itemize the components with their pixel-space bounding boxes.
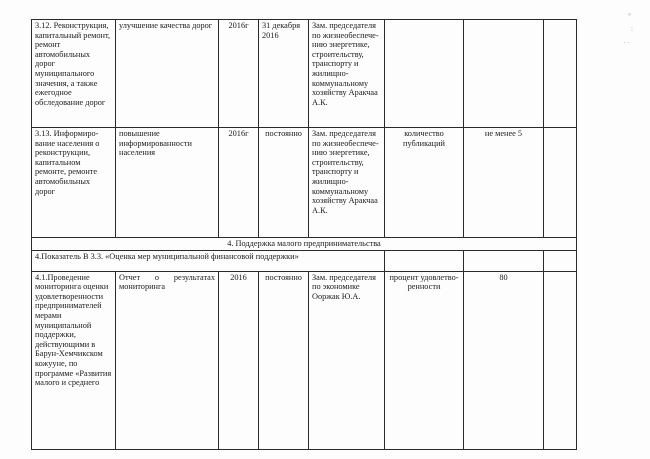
activity-cell: 4.1.Проведение мониторинга оценки удовлетворенности предпринимателей мерами муниципальной поддержки, действующими в Барун-Хемчикском кожууне, по программе «Развития малого и среднего <box>32 271 116 449</box>
table-row <box>32 20 577 128</box>
indicator-cell: количество публикаций <box>385 128 464 238</box>
target-cell: 80 <box>464 271 544 449</box>
result-cell: улучшение качества дорог <box>116 20 219 128</box>
plan-table <box>31 19 577 450</box>
target-cell: не менее 5 <box>464 128 544 238</box>
responsible-cell: Зам. председателя по жизнеобеспече-нию энергетике, строительству, транспорту и жилищно-коммунальному хозяйству Аракчаа А.К. <box>309 128 385 238</box>
year-cell: 2016г <box>219 20 259 128</box>
scan-speck-mark: . . <box>624 37 630 45</box>
scan-speck-mark: : <box>631 25 633 33</box>
responsible-cell: Зам. председателя по жизнеобеспече-нию энергетике, строительству, транспорту и жилищно-коммунальному хозяйству Аракчаа А.К. <box>309 20 385 128</box>
empty-cell <box>464 250 544 271</box>
scan-speck-mark: ° <box>628 12 631 20</box>
target-cell <box>464 20 544 128</box>
year-cell: 2016г <box>219 128 259 238</box>
result-cell: Отчет о результатах мониторинга <box>116 271 219 449</box>
indicator-row <box>32 250 577 271</box>
section-row <box>32 238 577 251</box>
extra-cell <box>544 128 577 238</box>
indicator-title: 4.Показатель В 3.3. «Оценка мер муниципальной финансовой поддержки» <box>32 250 385 271</box>
activity-cell: 3.13. Информиро-вание населения о реконструкции, капитальном ремонте, ремонте автомобильных дорог <box>32 128 116 238</box>
indicator-cell <box>385 20 464 128</box>
table-row <box>32 128 577 238</box>
activity-cell: 3.12. Реконструкция, капитальный ремонт, ремонт автомобильных дорог муниципального значения, а также ежегодное обследование дорог <box>32 20 116 128</box>
year-cell: 2016 <box>219 271 259 449</box>
empty-cell <box>544 250 577 271</box>
responsible-cell: Зам. председателя по экономике Ооржак Ю.А. <box>309 271 385 449</box>
term-cell: постоянно <box>259 271 309 449</box>
result-cell: повышение информированности населения <box>116 128 219 238</box>
term-cell: постоянно <box>259 128 309 238</box>
section-title: 4. Поддержка малого предпринимательства <box>32 238 577 251</box>
extra-cell <box>544 20 577 128</box>
extra-cell <box>544 271 577 449</box>
indicator-cell: процент удовлетво-ренности <box>385 271 464 449</box>
empty-cell <box>385 250 464 271</box>
term-cell: 31 декабря 2016 <box>259 20 309 128</box>
table-row <box>32 271 577 449</box>
